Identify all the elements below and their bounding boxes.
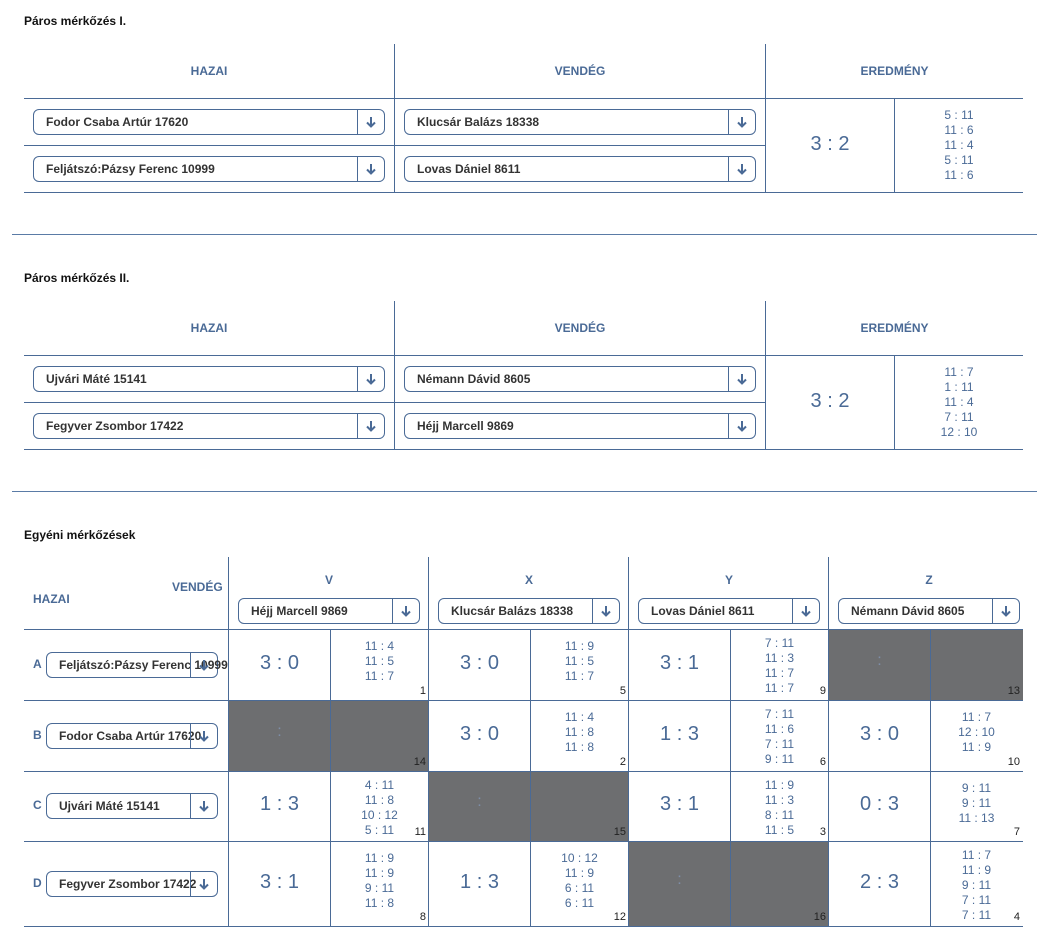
arrow-down-icon[interactable] bbox=[728, 367, 755, 391]
match-score: : bbox=[877, 651, 882, 669]
match-number: 12 bbox=[613, 911, 626, 923]
column-letter: Y bbox=[724, 573, 733, 587]
match-score[interactable]: 0 : 3 bbox=[860, 793, 899, 815]
double2-home-select-2[interactable] bbox=[33, 413, 385, 439]
column-letter: V bbox=[324, 573, 333, 587]
set-score: 11 : 9 bbox=[564, 639, 595, 653]
divider bbox=[24, 192, 1023, 193]
set-score: 11 : 4 bbox=[564, 710, 595, 724]
set-score: 12 : 10 bbox=[940, 425, 978, 439]
row-player-select[interactable] bbox=[46, 723, 218, 749]
double2-title: Páros mérkőzés II. bbox=[24, 271, 130, 285]
set-score: 11 : 3 bbox=[764, 651, 795, 665]
divider bbox=[24, 98, 1023, 99]
set-score: 11 : 6 bbox=[944, 168, 974, 182]
set-score: 5 : 11 bbox=[364, 823, 395, 837]
arrow-down-icon[interactable] bbox=[992, 599, 1019, 623]
match-sets[interactable] bbox=[330, 851, 429, 911]
singles-title: Egyéni mérkőzések bbox=[24, 528, 136, 542]
divider bbox=[24, 629, 1023, 630]
double2-away-header: VENDÉG bbox=[554, 321, 606, 335]
set-score: 11 : 8 bbox=[364, 793, 395, 807]
arrow-down-icon[interactable] bbox=[728, 414, 755, 438]
row-letter: D bbox=[33, 875, 42, 890]
match-number: 9 bbox=[819, 685, 826, 697]
set-score: 11 : 6 bbox=[944, 123, 974, 137]
select-value: Feljátszó:Pázsy Ferenc 10999 bbox=[59, 657, 228, 672]
set-score: 11 : 7 bbox=[961, 710, 992, 724]
divider bbox=[24, 771, 1023, 772]
select-value: Fegyver Zsombor 17422 bbox=[46, 419, 184, 433]
set-score: 1 : 11 bbox=[944, 380, 974, 394]
match-score[interactable]: 3 : 1 bbox=[660, 793, 699, 815]
arrow-down-icon[interactable] bbox=[190, 724, 217, 748]
column-player-select[interactable] bbox=[238, 598, 420, 624]
double1-away-select-2[interactable] bbox=[404, 156, 756, 182]
match-score[interactable]: 3 : 1 bbox=[260, 870, 299, 893]
double1-away-header: VENDÉG bbox=[554, 64, 606, 78]
match-number: 3 bbox=[819, 826, 826, 838]
match-score[interactable]: 3 : 1 bbox=[660, 651, 699, 674]
set-score: 10 : 12 bbox=[361, 808, 398, 822]
select-value: Némann Dávid 8605 bbox=[851, 604, 965, 618]
set-score: 7 : 11 bbox=[764, 636, 795, 650]
set-score: 6 : 11 bbox=[564, 880, 595, 895]
match-number: 4 bbox=[1013, 911, 1020, 923]
select-value: Héjj Marcell 9869 bbox=[417, 419, 514, 433]
double1-title: Páros mérkőzés I. bbox=[24, 14, 127, 28]
set-score: 7 : 11 bbox=[944, 410, 974, 424]
set-score: 11 : 9 bbox=[364, 850, 395, 865]
row-letter: A bbox=[33, 656, 42, 671]
set-score: 11 : 13 bbox=[958, 810, 995, 825]
arrow-down-icon[interactable] bbox=[190, 653, 217, 677]
double1-score[interactable]: 3 : 2 bbox=[810, 133, 850, 155]
set-score: 7 : 11 bbox=[764, 737, 795, 751]
match-number: 15 bbox=[613, 826, 626, 838]
arrow-down-icon[interactable] bbox=[357, 414, 384, 438]
select-value: Klucsár Balázs 18338 bbox=[451, 604, 574, 618]
match-score[interactable]: 3 : 0 bbox=[260, 651, 299, 674]
select-value: Héjj Marcell 9869 bbox=[251, 604, 348, 618]
set-score: 6 : 11 bbox=[564, 895, 595, 910]
set-score: 11 : 7 bbox=[364, 669, 395, 683]
match-score[interactable]: 1 : 3 bbox=[460, 870, 499, 893]
match-number: 1 bbox=[419, 685, 426, 697]
section-divider bbox=[12, 491, 1037, 492]
select-value: Fodor Csaba Artúr 17620 bbox=[59, 728, 202, 743]
arrow-down-icon[interactable] bbox=[357, 367, 384, 391]
match-number: 16 bbox=[813, 911, 826, 923]
set-score: 11 : 9 bbox=[364, 865, 395, 880]
column-player-select[interactable] bbox=[638, 598, 820, 624]
set-score: 5 : 11 bbox=[944, 153, 974, 167]
arrow-down-icon[interactable] bbox=[357, 157, 384, 181]
match-score[interactable]: 1 : 3 bbox=[660, 722, 699, 745]
double1-home-header: HAZAI bbox=[190, 64, 228, 78]
set-score: 7 : 11 bbox=[764, 707, 795, 721]
double2-result-header: EREDMÉNY bbox=[860, 321, 929, 335]
away-corner-label: VENDÉG bbox=[172, 580, 223, 594]
section-divider bbox=[12, 234, 1037, 235]
set-score: 11 : 5 bbox=[364, 654, 395, 668]
match-sets[interactable] bbox=[530, 710, 629, 755]
set-score: 11 : 9 bbox=[564, 865, 595, 880]
double2-home-select-1[interactable] bbox=[33, 366, 385, 392]
column-letter: Z bbox=[925, 573, 933, 587]
row-player-select[interactable] bbox=[46, 652, 228, 678]
divider bbox=[24, 145, 765, 146]
match-score[interactable]: 1 : 3 bbox=[260, 793, 299, 815]
set-score: 11 : 7 bbox=[764, 666, 795, 680]
set-score: 11 : 3 bbox=[764, 793, 795, 807]
set-score: 12 : 10 bbox=[958, 725, 995, 739]
double1-home-select-1[interactable] bbox=[33, 109, 385, 135]
select-value: Lovas Dániel 8611 bbox=[417, 162, 521, 176]
arrow-down-icon[interactable] bbox=[728, 110, 755, 134]
match-number: 7 bbox=[1013, 826, 1020, 838]
divider bbox=[24, 700, 1023, 701]
arrow-down-icon[interactable] bbox=[392, 599, 419, 623]
set-score: 11 : 4 bbox=[944, 138, 974, 152]
set-score: 11 : 5 bbox=[564, 654, 595, 668]
set-score: 7 : 11 bbox=[961, 908, 992, 922]
arrow-down-icon[interactable] bbox=[792, 599, 819, 623]
match-sets[interactable] bbox=[330, 639, 429, 684]
double2-score[interactable]: 3 : 2 bbox=[810, 390, 850, 412]
match-number: 14 bbox=[413, 756, 426, 768]
double2-home-header: HAZAI bbox=[190, 321, 228, 335]
match-sets[interactable] bbox=[930, 781, 1023, 826]
match-score[interactable]: 3 : 0 bbox=[460, 722, 499, 745]
set-score: 9 : 11 bbox=[764, 752, 795, 766]
double1-sets[interactable] bbox=[895, 108, 1023, 183]
set-score: 11 : 7 bbox=[944, 365, 974, 379]
double2-away-select-1[interactable] bbox=[404, 366, 756, 392]
set-score: 8 : 11 bbox=[764, 808, 795, 822]
row-letter: B bbox=[33, 727, 42, 742]
match-sets[interactable] bbox=[530, 851, 629, 911]
double2-away-select-2[interactable] bbox=[404, 413, 756, 439]
set-score: 5 : 11 bbox=[944, 108, 974, 122]
set-score: 11 : 7 bbox=[564, 669, 595, 683]
arrow-down-icon[interactable] bbox=[190, 872, 217, 896]
set-score: 11 : 8 bbox=[564, 740, 595, 754]
set-score: 9 : 11 bbox=[961, 780, 992, 795]
select-value: Lovas Dániel 8611 bbox=[651, 604, 755, 618]
match-score[interactable]: 3 : 0 bbox=[860, 722, 899, 745]
match-score[interactable]: 2 : 3 bbox=[860, 870, 899, 893]
divider bbox=[24, 402, 765, 403]
match-score: : bbox=[277, 722, 282, 740]
set-score: 11 : 6 bbox=[764, 722, 795, 736]
select-value: Némann Dávid 8605 bbox=[417, 372, 531, 386]
select-value: Fegyver Zsombor 17422 bbox=[59, 876, 197, 891]
row-letter: C bbox=[33, 798, 42, 812]
column-letter: X bbox=[524, 573, 533, 587]
select-value: Feljátszó:Pázsy Ferenc 10999 bbox=[46, 162, 215, 176]
set-score: 11 : 7 bbox=[961, 848, 992, 862]
column-player-select[interactable] bbox=[438, 598, 620, 624]
set-score: 9 : 11 bbox=[961, 878, 992, 892]
set-score: 11 : 7 bbox=[764, 681, 795, 695]
set-score: 11 : 9 bbox=[961, 740, 992, 754]
match-number: 2 bbox=[619, 756, 626, 768]
row-player-select[interactable] bbox=[46, 793, 218, 819]
select-value: Fodor Csaba Artúr 17620 bbox=[46, 115, 189, 129]
arrow-down-icon[interactable] bbox=[357, 110, 384, 134]
arrow-down-icon[interactable] bbox=[728, 157, 755, 181]
match-number: 11 bbox=[414, 826, 426, 838]
match-score: : bbox=[677, 870, 682, 888]
match-number: 10 bbox=[1007, 756, 1020, 768]
set-score: 9 : 11 bbox=[961, 795, 992, 810]
divider bbox=[24, 355, 1023, 356]
set-score: 11 : 8 bbox=[564, 725, 595, 739]
divider bbox=[24, 841, 1023, 842]
double2-sets[interactable] bbox=[895, 365, 1023, 440]
select-value: Ujvári Máté 15141 bbox=[59, 799, 160, 813]
home-corner-label: HAZAI bbox=[33, 592, 70, 606]
select-value: Ujvári Máté 15141 bbox=[46, 372, 147, 386]
match-number: 13 bbox=[1007, 685, 1020, 697]
match-score: : bbox=[477, 793, 482, 810]
match-number: 8 bbox=[419, 911, 426, 923]
arrow-down-icon[interactable] bbox=[190, 794, 217, 818]
divider bbox=[24, 449, 1023, 450]
set-score: 11 : 9 bbox=[961, 863, 992, 877]
match-sets[interactable] bbox=[530, 639, 629, 684]
column-player-select[interactable] bbox=[838, 598, 1020, 624]
match-number: 6 bbox=[819, 756, 826, 768]
set-score: 11 : 4 bbox=[944, 395, 974, 409]
set-score: 7 : 11 bbox=[961, 893, 992, 907]
double1-home-select-2[interactable] bbox=[33, 156, 385, 182]
match-score[interactable]: 3 : 0 bbox=[460, 651, 499, 674]
set-score: 9 : 11 bbox=[364, 880, 395, 895]
set-score: 11 : 4 bbox=[364, 639, 395, 653]
set-score: 4 : 11 bbox=[364, 778, 395, 792]
set-score: 10 : 12 bbox=[561, 850, 598, 865]
set-score: 11 : 8 bbox=[364, 895, 395, 910]
row-player-select[interactable] bbox=[46, 871, 218, 897]
match-number: 5 bbox=[619, 685, 626, 697]
set-score: 11 : 9 bbox=[764, 778, 795, 792]
double1-away-select-1[interactable] bbox=[404, 109, 756, 135]
set-score: 11 : 5 bbox=[764, 823, 795, 837]
match-sets[interactable] bbox=[930, 710, 1023, 755]
select-value: Klucsár Balázs 18338 bbox=[417, 115, 540, 129]
double1-result-header: EREDMÉNY bbox=[860, 64, 929, 78]
arrow-down-icon[interactable] bbox=[592, 599, 619, 623]
